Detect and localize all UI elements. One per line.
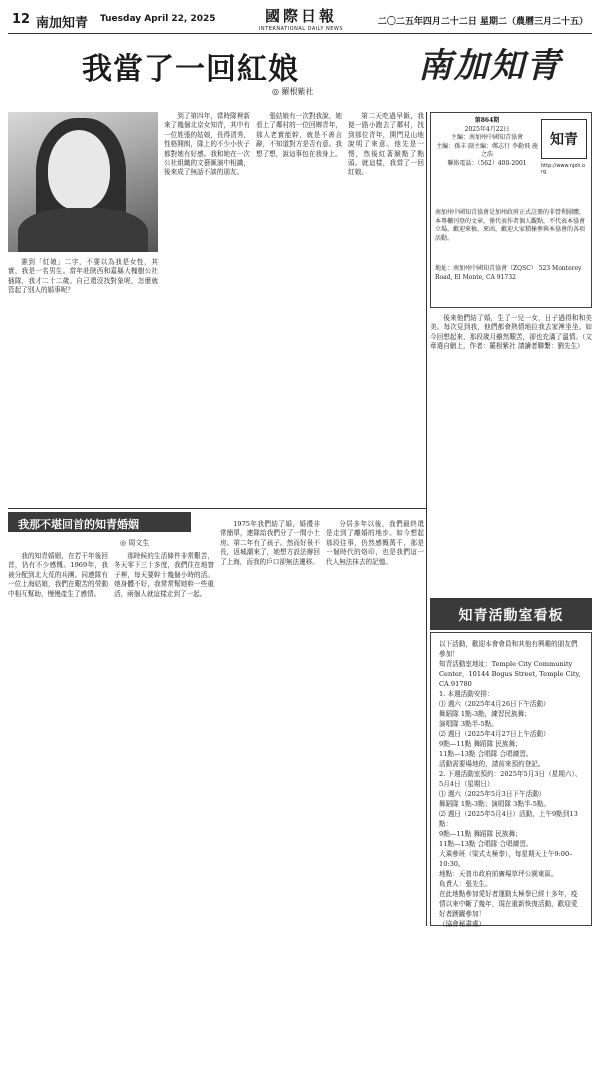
header-date-en: Tuesday April 22, 2025 <box>100 14 216 24</box>
board-activity: （協會秘書處） <box>439 920 486 928</box>
article2-column-1 <box>8 552 108 1086</box>
board-intro: 以下活動，歡迎本會會員和其他有興趣的朋友們參加！ <box>439 640 578 658</box>
article-photo <box>8 112 158 252</box>
activity-board-title: 知青活動室看板 <box>430 598 592 630</box>
article2-col4-text: 分居多年以後，我們最終還是走到了離婚的地步。如今想起那段往事，仍然感慨萬千，那是一個時代的烙印，也是我們這一代人無法抹去的記憶。 <box>326 520 424 566</box>
article-column-1 <box>8 258 158 508</box>
masthead-en: INTERNATIONAL DAILY NEWS <box>258 26 344 32</box>
article-column-2 <box>164 112 250 508</box>
info-address: 地址：南加州中國知青協會（ZQSC） 523 Monterey Road, El Monte, CA 91732 <box>435 265 582 281</box>
article-title: 我當了一回紅娘 <box>82 52 299 87</box>
masthead <box>246 5 356 32</box>
info-date: 2025年4月22日 <box>464 125 510 133</box>
section-name: 南加知青 <box>36 16 89 31</box>
article-col1-text: 誰到「紅娘」二字，不要以為我是女性，其實，我是一名男生。當年赴陝西和嘉縣大槐樹公社插隊，我才二十二歲。自己還沒找對象呢，怎麼就管起了別人的婚事呢？ <box>8 258 158 295</box>
board-activity: 9點—11點 舞蹈隊 民族舞； <box>439 740 522 748</box>
board-activity: 2. 下週活動室預約：2025年5月3日（星期六）、5月4日（星期日） <box>439 770 582 788</box>
column-info-box <box>430 112 592 308</box>
board-venue: 知青活動室地址：Temple City Community Center，10144 Bogus Street, Temple City, CA 91780 <box>439 660 581 688</box>
header-date-cn: 二〇二五年四月二十二日 星期二（農曆三月二十五） <box>377 17 588 27</box>
article-title-row <box>8 36 592 100</box>
article2-col1-text: 我的知青婚姻，在若干年後回首，仍有不少感慨。1969年，我被分配到北大荒的兵團。同連隊有一位上海姑娘，我們在艱苦的勞動中相互幫助，慢慢產生了感情。 <box>8 552 108 598</box>
board-activity: 11點—13點 合唱隊 合唱練習。 <box>439 750 533 758</box>
article2-column-4 <box>326 520 424 1086</box>
board-activity: 大乘參班（梁式太極拳），每星期天上午9:00–10:30。 <box>439 850 573 868</box>
photo-body-shape <box>18 208 148 252</box>
article2-column-2 <box>114 552 214 1086</box>
board-activity: 負責人：張先生。 <box>439 880 492 888</box>
board-activity: 在此地點參加愛好者運動太極拳已經十多年，疫情以來中斷了幾年，現在重新恢復活動，歡迎愛好者踴躍參加！ <box>439 890 578 918</box>
page-header <box>8 4 592 34</box>
article2-column-3 <box>220 520 320 1086</box>
section-divider <box>8 508 426 509</box>
board-activity: ⑵ 週日（2025年5月4日）活動，上午9點到13點： <box>439 810 578 828</box>
article-col4-text: 第二天吃過早飯，我便一路小跑去了鄰村，找到那位青年，開門見山地說明了來意。他先是一愣，然後紅著臉點了點頭。就這樣，我當了一回紅娘。 <box>348 112 424 177</box>
info-description: 南加州中國知青協會是加州政府正式註冊的非營利團體，本專欄刊登的文章，僅代表作者個人觀點，不代表本協會立場。歡迎來稿、來函，歡迎大家積極參與本協會的各項活動。 <box>435 209 586 242</box>
board-activity: 地點：天普市政府前廣場草坪公園東區。 <box>439 870 558 878</box>
article2-col2-text: 那時候的生活條件非常艱苦，冬天零下三十多度，我們住在地窨子裡，每天要幹十幾個小時的活。她身體不好，我常常幫她幹一些重活，兩個人就這樣走到了一起。 <box>114 552 214 598</box>
page-number: 12 <box>12 12 31 27</box>
board-activity: 演唱隊 3點半-5點。 <box>439 720 498 728</box>
activity-board <box>430 632 592 926</box>
article-col2-text: 到了第四年，當時隊裡新來了幾個北京女知青，其中有一位姓張的姑娘，長得清秀，性格開朗，隊上的不少小伙子都對她有好感。我和她在一次公社組織的文藝匯演中相識，後來成了無話不談的朋友。 <box>164 112 250 177</box>
board-activity: 舞蹈隊 1點-3點；演唱隊 3點半-5點。 <box>439 800 551 808</box>
article-author: ◎ 羅根紫社 <box>272 87 314 96</box>
info-issue: 第864期 <box>474 117 500 124</box>
photo-face-shape <box>48 130 110 210</box>
article-col3-text: 張姑娘有一次對我說，她看上了鄰村的一位回鄉青年，那人老實能幹，就是不善言辭，不知道對方是否有意。我想了想，說這事包在我身上。 <box>256 112 342 158</box>
board-activity: ⑴ 週六（2025年5月3日下午活動） <box>439 790 546 798</box>
board-activity: 9點—11點 舞蹈隊 民族舞； <box>439 830 522 838</box>
info-editors: 主編：孫丰 副主編：鄭志行 李勒飛 施之浩 <box>436 142 538 158</box>
info-tel: 聯絡電話：（562）400-2001 <box>447 159 527 167</box>
board-activity: 11點—13點 合唱隊 合唱練習。 <box>439 840 533 848</box>
info-url[interactable]: http://www.njxh.org <box>541 163 586 175</box>
article2-title-banner: 我那不堪回首的知青婚姻 <box>8 512 191 532</box>
article-column-5 <box>430 314 592 590</box>
article2-author: ◎ 周文生 <box>120 539 150 547</box>
board-activity: 舞蹈隊 1點-3點，練習民族舞； <box>439 710 531 718</box>
info-box-masthead <box>435 117 539 168</box>
masthead-cn: 國際日報 <box>264 7 337 25</box>
board-activity: 1. 本週活動安排： <box>439 690 494 698</box>
column-divider <box>426 112 427 926</box>
board-activity: ⑴ 週六（2025年4月26日下午活動） <box>439 700 550 708</box>
article2-col3-text: 1975年我們結了婚，婚禮非常簡單，連隊給我們分了一間小土房。第二年有了孩子。然而好景不長，返城潮來了，她想方設法辦回了上海，而我的戶口卻無法遷移。 <box>220 520 320 566</box>
board-activity: 活動需要場地的，請前來預約登記。 <box>439 760 545 768</box>
brand-logo: 南加知青 <box>418 46 562 86</box>
article-column-3 <box>256 112 342 508</box>
info-box-logo-area <box>541 119 587 175</box>
article-col5-text: 後來他們結了婚，生了一兒一女，日子過得和和美美。每次見到我，他們都會熱情地拉我去家裡坐坐。如今回想起來，那段歲月雖然艱苦，卻也充滿了溫情。（文章選自網上，作者：羅根紫社 請讀者聯繫：劉先生） <box>430 314 592 351</box>
info-editor-label: 主編：南加州中國知青協會 <box>450 134 523 141</box>
board-activity: ⑵ 週日（2025年4月27日上午活動） <box>439 730 550 738</box>
article-column-4 <box>348 112 424 508</box>
association-logo: 知青 <box>541 119 587 159</box>
